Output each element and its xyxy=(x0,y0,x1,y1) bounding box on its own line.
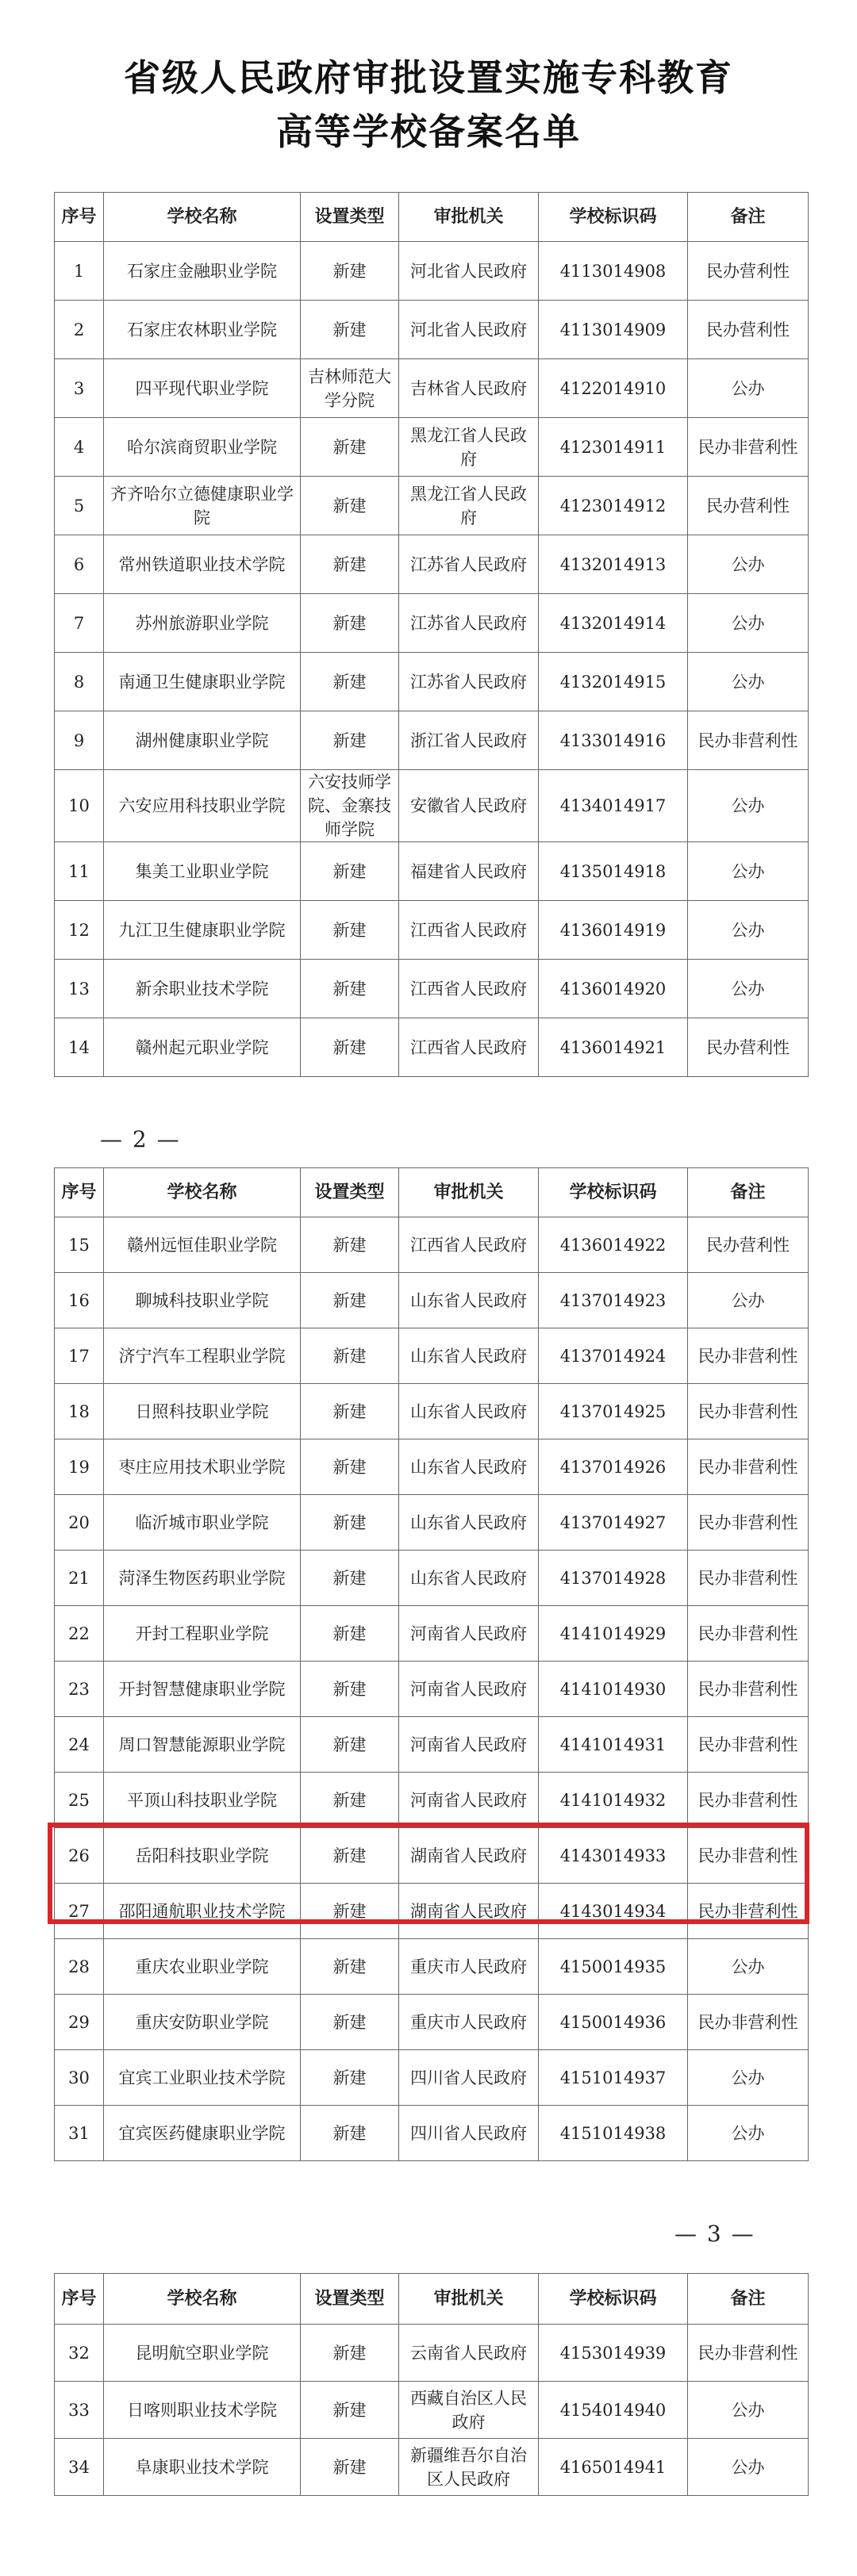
cell-type: 新建 xyxy=(301,1606,399,1662)
cell-code: 4133014916 xyxy=(539,711,688,770)
table-row xyxy=(55,1384,809,1439)
cell-type: 新建 xyxy=(301,1217,399,1273)
table-row xyxy=(55,2050,809,2106)
column-header-name: 学校名称 xyxy=(104,2274,301,2325)
cell-authority: 河南省人民政府 xyxy=(399,1662,539,1717)
cell-type: 新建 xyxy=(301,2325,399,2382)
document-title-line2: 高等学校备案名单 xyxy=(276,110,581,153)
cell-name: 赣州远恒佳职业学院 xyxy=(104,1217,301,1273)
cell-authority: 山东省人民政府 xyxy=(399,1384,539,1439)
cell-code: 4141014932 xyxy=(539,1773,688,1828)
cell-no: 31 xyxy=(55,2106,104,2161)
table-row xyxy=(55,1773,809,1828)
table-row xyxy=(55,242,809,301)
cell-authority: 黑龙江省人民政府 xyxy=(399,418,539,477)
cell-type: 新建 xyxy=(301,1328,399,1384)
cell-type: 新建 xyxy=(301,1384,399,1439)
cell-authority: 江苏省人民政府 xyxy=(399,594,539,653)
cell-code: 4137014926 xyxy=(539,1439,688,1495)
school-table-page-2 xyxy=(54,1167,809,2161)
cell-type: 新建 xyxy=(301,960,399,1018)
cell-authority: 河北省人民政府 xyxy=(399,242,539,301)
cell-type: 新建 xyxy=(301,1884,399,1939)
cell-name: 开封智慧健康职业学院 xyxy=(104,1662,301,1717)
cell-no: 33 xyxy=(55,2382,104,2439)
cell-no: 14 xyxy=(55,1018,104,1077)
column-header-type: 设置类型 xyxy=(301,1168,399,1217)
table-row xyxy=(55,1217,809,1273)
cell-type: 六安技师学院、金寨技师学院 xyxy=(301,770,399,842)
table-header-row xyxy=(55,193,809,242)
cell-type: 新建 xyxy=(301,1018,399,1077)
cell-name: 石家庄金融职业学院 xyxy=(104,242,301,301)
cell-note: 公办 xyxy=(688,960,809,1018)
cell-note: 公办 xyxy=(688,653,809,711)
cell-type: 新建 xyxy=(301,1495,399,1551)
cell-code: 4143014934 xyxy=(539,1884,688,1939)
cell-authority: 山东省人民政府 xyxy=(399,1439,539,1495)
cell-note: 民办营利性 xyxy=(688,242,809,301)
cell-name: 菏泽生物医药职业学院 xyxy=(104,1551,301,1606)
cell-name: 济宁汽车工程职业学院 xyxy=(104,1328,301,1384)
cell-authority: 湖南省人民政府 xyxy=(399,1828,539,1884)
cell-name: 重庆安防职业学院 xyxy=(104,1995,301,2050)
column-header-name: 学校名称 xyxy=(104,1168,301,1217)
cell-authority: 福建省人民政府 xyxy=(399,842,539,901)
table-row xyxy=(55,901,809,960)
cell-code: 4141014930 xyxy=(539,1662,688,1717)
cell-authority: 江西省人民政府 xyxy=(399,1217,539,1273)
cell-no: 18 xyxy=(55,1384,104,1439)
table-row xyxy=(55,1273,809,1328)
table-row xyxy=(55,359,809,418)
column-header-code: 学校标识码 xyxy=(539,1168,688,1217)
table-section-1 xyxy=(54,192,808,1077)
cell-code: 4154014940 xyxy=(539,2382,688,2439)
cell-no: 24 xyxy=(55,1717,104,1773)
cell-name: 日喀则职业技术学院 xyxy=(104,2382,301,2439)
cell-authority: 江西省人民政府 xyxy=(399,960,539,1018)
cell-authority: 浙江省人民政府 xyxy=(399,711,539,770)
cell-name: 湖州健康职业学院 xyxy=(104,711,301,770)
cell-no: 1 xyxy=(55,242,104,301)
column-header-note: 备注 xyxy=(688,193,809,242)
column-header-code: 学校标识码 xyxy=(539,193,688,242)
cell-no: 15 xyxy=(55,1217,104,1273)
table-row xyxy=(55,2382,809,2439)
cell-code: 4151014937 xyxy=(539,2050,688,2106)
cell-name: 赣州起元职业学院 xyxy=(104,1018,301,1077)
cell-no: 5 xyxy=(55,477,104,535)
cell-note: 民办非营利性 xyxy=(688,711,809,770)
table-row xyxy=(55,1662,809,1717)
table-row xyxy=(55,418,809,477)
column-header-code: 学校标识码 xyxy=(539,2274,688,2325)
column-header-note: 备注 xyxy=(688,2274,809,2325)
table-row xyxy=(55,535,809,594)
column-header-seq: 序号 xyxy=(55,193,104,242)
column-header-note: 备注 xyxy=(688,1168,809,1217)
column-header-authority: 审批机关 xyxy=(399,193,539,242)
cell-type: 新建 xyxy=(301,418,399,477)
school-table-page-3 xyxy=(54,2273,809,2496)
cell-type: 新建 xyxy=(301,842,399,901)
cell-name: 九江卫生健康职业学院 xyxy=(104,901,301,960)
cell-note: 公办 xyxy=(688,2106,809,2161)
cell-authority: 云南省人民政府 xyxy=(399,2325,539,2382)
cell-code: 4135014918 xyxy=(539,842,688,901)
cell-note: 民办非营利性 xyxy=(688,1439,809,1495)
cell-type: 新建 xyxy=(301,477,399,535)
cell-note: 公办 xyxy=(688,770,809,842)
cell-no: 9 xyxy=(55,711,104,770)
cell-name: 宜宾工业职业技术学院 xyxy=(104,2050,301,2106)
table-row xyxy=(55,960,809,1018)
cell-note: 民办非营利性 xyxy=(688,1662,809,1717)
cell-name: 枣庄应用技术职业学院 xyxy=(104,1439,301,1495)
cell-code: 4137014928 xyxy=(539,1551,688,1606)
cell-name: 平顶山科技职业学院 xyxy=(104,1773,301,1828)
table-row xyxy=(55,2106,809,2161)
cell-no: 25 xyxy=(55,1773,104,1828)
cell-note: 民办非营利性 xyxy=(688,1606,809,1662)
table-row xyxy=(55,301,809,359)
cell-no: 8 xyxy=(55,653,104,711)
cell-authority: 湖南省人民政府 xyxy=(399,1884,539,1939)
cell-no: 23 xyxy=(55,1662,104,1717)
cell-note: 民办非营利性 xyxy=(688,1995,809,2050)
cell-type: 新建 xyxy=(301,242,399,301)
cell-no: 2 xyxy=(55,301,104,359)
table-header-row xyxy=(55,2274,809,2325)
cell-type: 新建 xyxy=(301,2106,399,2161)
cell-note: 民办营利性 xyxy=(688,477,809,535)
table-row xyxy=(55,1328,809,1384)
cell-authority: 河南省人民政府 xyxy=(399,1606,539,1662)
cell-code: 4137014923 xyxy=(539,1273,688,1328)
cell-code: 4136014920 xyxy=(539,960,688,1018)
table-row xyxy=(55,477,809,535)
cell-note: 民办非营利性 xyxy=(688,1773,809,1828)
column-header-seq: 序号 xyxy=(55,2274,104,2325)
cell-authority: 江西省人民政府 xyxy=(399,1018,539,1077)
cell-name: 苏州旅游职业学院 xyxy=(104,594,301,653)
cell-note: 民办非营利性 xyxy=(688,1884,809,1939)
cell-code: 4136014922 xyxy=(539,1217,688,1273)
cell-name: 昆明航空职业学院 xyxy=(104,2325,301,2382)
cell-code: 4150014936 xyxy=(539,1995,688,2050)
cell-name: 石家庄农林职业学院 xyxy=(104,301,301,359)
cell-no: 30 xyxy=(55,2050,104,2106)
cell-note: 民办营利性 xyxy=(688,1217,809,1273)
cell-code: 4136014921 xyxy=(539,1018,688,1077)
table-row xyxy=(55,842,809,901)
cell-note: 民办非营利性 xyxy=(688,1717,809,1773)
cell-no: 11 xyxy=(55,842,104,901)
cell-type: 新建 xyxy=(301,1662,399,1717)
cell-name: 开封工程职业学院 xyxy=(104,1606,301,1662)
cell-name: 哈尔滨商贸职业学院 xyxy=(104,418,301,477)
cell-authority: 四川省人民政府 xyxy=(399,2050,539,2106)
table-row xyxy=(55,1495,809,1551)
cell-authority: 江苏省人民政府 xyxy=(399,653,539,711)
cell-type: 新建 xyxy=(301,2439,399,2496)
cell-code: 4137014925 xyxy=(539,1384,688,1439)
column-header-seq: 序号 xyxy=(55,1168,104,1217)
cell-authority: 西藏自治区人民政府 xyxy=(399,2382,539,2439)
cell-note: 公办 xyxy=(688,2439,809,2496)
cell-type: 新建 xyxy=(301,1773,399,1828)
cell-authority: 四川省人民政府 xyxy=(399,2106,539,2161)
cell-name: 日照科技职业学院 xyxy=(104,1384,301,1439)
cell-code: 4123014912 xyxy=(539,477,688,535)
cell-authority: 新疆维吾尔自治区人民政府 xyxy=(399,2439,539,2496)
cell-type: 新建 xyxy=(301,594,399,653)
cell-name: 南通卫生健康职业学院 xyxy=(104,653,301,711)
table-row xyxy=(55,1884,809,1939)
cell-type: 新建 xyxy=(301,2382,399,2439)
table-row xyxy=(55,1939,809,1995)
cell-note: 公办 xyxy=(688,1939,809,1995)
cell-name: 岳阳科技职业学院 xyxy=(104,1828,301,1884)
cell-no: 32 xyxy=(55,2325,104,2382)
cell-note: 民办非营利性 xyxy=(688,1328,809,1384)
cell-no: 19 xyxy=(55,1439,104,1495)
cell-code: 4137014927 xyxy=(539,1495,688,1551)
cell-no: 20 xyxy=(55,1495,104,1551)
cell-authority: 江苏省人民政府 xyxy=(399,535,539,594)
table-row xyxy=(55,1606,809,1662)
cell-name: 周口智慧能源职业学院 xyxy=(104,1717,301,1773)
document-title-line1: 省级人民政府审批设置实施专科教育 xyxy=(124,56,733,99)
table-section-2 xyxy=(54,1167,808,2161)
cell-authority: 黑龙江省人民政府 xyxy=(399,477,539,535)
cell-no: 27 xyxy=(55,1884,104,1939)
cell-no: 22 xyxy=(55,1606,104,1662)
table-row xyxy=(55,1995,809,2050)
table-row xyxy=(55,711,809,770)
column-header-authority: 审批机关 xyxy=(399,2274,539,2325)
cell-type: 新建 xyxy=(301,1439,399,1495)
cell-code: 4132014914 xyxy=(539,594,688,653)
table-row xyxy=(55,1717,809,1773)
cell-name: 新余职业技术学院 xyxy=(104,960,301,1018)
cell-note: 公办 xyxy=(688,535,809,594)
cell-note: 民办营利性 xyxy=(688,1018,809,1077)
table-row xyxy=(55,653,809,711)
table-row xyxy=(55,1828,809,1884)
cell-no: 3 xyxy=(55,359,104,418)
cell-type: 新建 xyxy=(301,301,399,359)
table-row xyxy=(55,594,809,653)
cell-type: 新建 xyxy=(301,901,399,960)
cell-name: 齐齐哈尔立德健康职业学院 xyxy=(104,477,301,535)
cell-no: 26 xyxy=(55,1828,104,1884)
cell-no: 6 xyxy=(55,535,104,594)
cell-note: 民办非营利性 xyxy=(688,2325,809,2382)
cell-type: 吉林师范大学分院 xyxy=(301,359,399,418)
cell-name: 常州铁道职业技术学院 xyxy=(104,535,301,594)
cell-type: 新建 xyxy=(301,1551,399,1606)
cell-type: 新建 xyxy=(301,1717,399,1773)
table-section-3 xyxy=(54,2273,808,2496)
cell-note: 公办 xyxy=(688,2382,809,2439)
cell-name: 宜宾医药健康职业学院 xyxy=(104,2106,301,2161)
column-header-type: 设置类型 xyxy=(301,2274,399,2325)
cell-note: 公办 xyxy=(688,594,809,653)
column-header-type: 设置类型 xyxy=(301,193,399,242)
cell-type: 新建 xyxy=(301,711,399,770)
cell-code: 4153014939 xyxy=(539,2325,688,2382)
page-number-3: — 3 — xyxy=(674,2221,755,2247)
cell-no: 29 xyxy=(55,1995,104,2050)
cell-type: 新建 xyxy=(301,2050,399,2106)
cell-note: 公办 xyxy=(688,842,809,901)
cell-no: 4 xyxy=(55,418,104,477)
table-row xyxy=(55,2439,809,2496)
table-row xyxy=(55,1551,809,1606)
cell-code: 4132014915 xyxy=(539,653,688,711)
cell-note: 公办 xyxy=(688,1273,809,1328)
cell-authority: 山东省人民政府 xyxy=(399,1328,539,1384)
cell-code: 4143014933 xyxy=(539,1828,688,1884)
cell-no: 7 xyxy=(55,594,104,653)
cell-name: 四平现代职业学院 xyxy=(104,359,301,418)
cell-note: 民办非营利性 xyxy=(688,1495,809,1551)
cell-no: 21 xyxy=(55,1551,104,1606)
cell-name: 六安应用科技职业学院 xyxy=(104,770,301,842)
cell-no: 17 xyxy=(55,1328,104,1384)
page-number-2: — 2 — xyxy=(100,1126,181,1152)
cell-note: 民办非营利性 xyxy=(688,418,809,477)
cell-no: 16 xyxy=(55,1273,104,1328)
cell-code: 4113014909 xyxy=(539,301,688,359)
cell-code: 4141014929 xyxy=(539,1606,688,1662)
column-header-authority: 审批机关 xyxy=(399,1168,539,1217)
cell-code: 4165014941 xyxy=(539,2439,688,2496)
cell-no: 28 xyxy=(55,1939,104,1995)
cell-note: 公办 xyxy=(688,359,809,418)
cell-type: 新建 xyxy=(301,1939,399,1995)
cell-no: 10 xyxy=(55,770,104,842)
cell-note: 民办非营利性 xyxy=(688,1551,809,1606)
cell-authority: 吉林省人民政府 xyxy=(399,359,539,418)
cell-no: 13 xyxy=(55,960,104,1018)
cell-type: 新建 xyxy=(301,1273,399,1328)
cell-authority: 重庆市人民政府 xyxy=(399,1995,539,2050)
cell-authority: 山东省人民政府 xyxy=(399,1551,539,1606)
cell-note: 公办 xyxy=(688,901,809,960)
cell-name: 重庆农业职业学院 xyxy=(104,1939,301,1995)
cell-code: 4136014919 xyxy=(539,901,688,960)
cell-type: 新建 xyxy=(301,1828,399,1884)
cell-type: 新建 xyxy=(301,1995,399,2050)
cell-type: 新建 xyxy=(301,535,399,594)
cell-no: 12 xyxy=(55,901,104,960)
cell-authority: 重庆市人民政府 xyxy=(399,1939,539,1995)
cell-authority: 河南省人民政府 xyxy=(399,1717,539,1773)
cell-code: 4122014910 xyxy=(539,359,688,418)
table-row xyxy=(55,1439,809,1495)
cell-note: 民办非营利性 xyxy=(688,1384,809,1439)
cell-name: 阜康职业技术学院 xyxy=(104,2439,301,2496)
cell-note: 民办非营利性 xyxy=(688,1828,809,1884)
cell-code: 4134014917 xyxy=(539,770,688,842)
cell-authority: 山东省人民政府 xyxy=(399,1273,539,1328)
cell-authority: 河北省人民政府 xyxy=(399,301,539,359)
cell-code: 4132014913 xyxy=(539,535,688,594)
cell-type: 新建 xyxy=(301,653,399,711)
cell-code: 4137014924 xyxy=(539,1328,688,1384)
table-row xyxy=(55,770,809,842)
cell-authority: 江西省人民政府 xyxy=(399,901,539,960)
cell-code: 4150014935 xyxy=(539,1939,688,1995)
school-table-page-1 xyxy=(54,192,809,1077)
table-row xyxy=(55,1018,809,1077)
cell-name: 邵阳通航职业技术学院 xyxy=(104,1884,301,1939)
cell-code: 4141014931 xyxy=(539,1717,688,1773)
cell-code: 4113014908 xyxy=(539,242,688,301)
table-row xyxy=(55,2325,809,2382)
cell-note: 民办营利性 xyxy=(688,301,809,359)
cell-authority: 山东省人民政府 xyxy=(399,1495,539,1551)
cell-name: 临沂城市职业学院 xyxy=(104,1495,301,1551)
cell-note: 公办 xyxy=(688,2050,809,2106)
cell-no: 34 xyxy=(55,2439,104,2496)
cell-name: 聊城科技职业学院 xyxy=(104,1273,301,1328)
cell-code: 4123014911 xyxy=(539,418,688,477)
cell-code: 4151014938 xyxy=(539,2106,688,2161)
cell-authority: 河南省人民政府 xyxy=(399,1773,539,1828)
cell-authority: 安徽省人民政府 xyxy=(399,770,539,842)
cell-name: 集美工业职业学院 xyxy=(104,842,301,901)
table-header-row xyxy=(55,1168,809,1217)
column-header-name: 学校名称 xyxy=(104,193,301,242)
